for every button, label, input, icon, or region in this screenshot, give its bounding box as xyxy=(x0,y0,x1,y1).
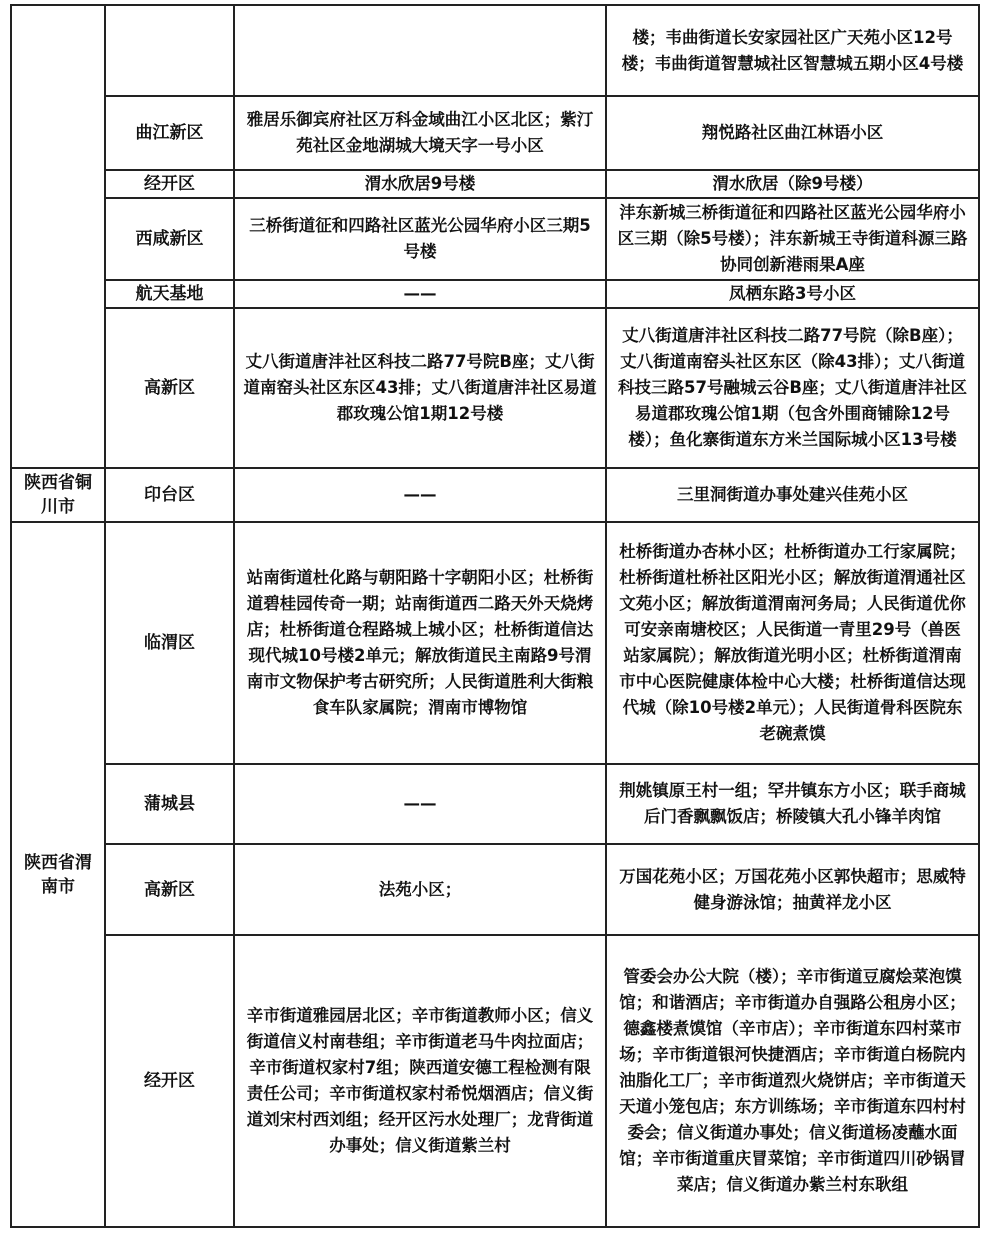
lowered-area-cell: 丈八街道唐沣社区科技二路77号院（除B座）；丈八街道南窑头社区东区（除43排）；丈八街道科技三路57号融城云谷B座；丈八街道唐沣社区易道郡玫瑰公馆1期（包含外围商铺除12号楼）；鱼化寨街道东方米兰国际城小区13号楼 xyxy=(606,308,979,468)
district-cell: 经开区 xyxy=(105,935,234,1227)
province-cell: 陕西省铜川市 xyxy=(11,468,105,522)
closed-area-cell: 雅居乐御宾府社区万科金域曲江小区北区；紫汀苑社区金地湖城大境天字一号小区 xyxy=(234,96,606,170)
table-row xyxy=(11,280,979,308)
province-cell xyxy=(11,5,105,468)
district-cell: 高新区 xyxy=(105,308,234,468)
district-cell: 经开区 xyxy=(105,170,234,198)
table-row xyxy=(11,308,979,468)
lowered-area-cell: 荆姚镇原王村一组；罕井镇东方小区；联手商城后门香飘飘饭店；桥陵镇大孔小锋羊肉馆 xyxy=(606,764,979,844)
closed-area-cell: 辛市街道雅园居北区；辛市街道教师小区；信义街道信义村南巷组；辛市街道老马牛肉拉面店；辛市街道权家村7组；陕西道安德工程检测有限责任公司；辛市街道权家村希悦烟酒店；信义街道刘宋村西刘组；经开区污水处理厂；龙背街道办事处；信义街道紫兰村 xyxy=(234,935,606,1227)
table-row xyxy=(11,844,979,935)
lowered-area-cell: 楼；韦曲街道长安家园社区广天苑小区12号楼；韦曲街道智慧城社区智慧城五期小区4号楼 xyxy=(606,5,979,96)
closed-area-cell xyxy=(234,5,606,96)
lowered-area-cell: 沣东新城三桥街道征和四路社区蓝光公园华府小区三期（除5号楼）；沣东新城王寺街道科源三路协同创新港雨果A座 xyxy=(606,198,979,280)
table-row xyxy=(11,170,979,198)
closed-area-cell: —— xyxy=(234,468,606,522)
table-row xyxy=(11,5,979,96)
district-cell: 临渭区 xyxy=(105,522,234,764)
risk-area-table xyxy=(10,4,980,1228)
table-row xyxy=(11,935,979,1227)
district-cell: 曲江新区 xyxy=(105,96,234,170)
table-row xyxy=(11,522,979,764)
lowered-area-cell: 杜桥街道办杏林小区；杜桥街道办工行家属院；杜桥街道杜桥社区阳光小区；解放街道渭通社区文苑小区；解放街道渭南河务局；人民街道优你可安亲南塘校区；人民街道一青里29号（兽医站家属院）；解放街道光明小区；杜桥街道渭南市中心医院健康体检中心大楼；杜桥街道信达现代城（除10号楼2单元）；人民街道骨科医院东老碗煮馍 xyxy=(606,522,979,764)
closed-area-cell: —— xyxy=(234,280,606,308)
closed-area-cell: —— xyxy=(234,764,606,844)
closed-area-cell: 站南街道杜化路与朝阳路十字朝阳小区；杜桥街道碧桂园传奇一期；站南街道西二路天外天烧烤店；杜桥街道仓程路城上城小区；杜桥街道信达现代城10号楼2单元；解放街道民主南路9号渭南市文物保护考古研究所；人民街道胜利大街粮食车队家属院；渭南市博物馆 xyxy=(234,522,606,764)
lowered-area-cell: 渭水欣居（除9号楼） xyxy=(606,170,979,198)
lowered-area-cell: 管委会办公大院（楼）；辛市街道豆腐烩菜泡馍馆；和谐酒店；辛市街道办自强路公租房小区；德鑫楼煮馍馆（辛市店）；辛市街道东四村菜市场；辛市街道银河快捷酒店；辛市街道白杨院内油脂化工厂；辛市街道烈火烧饼店；辛市街道天天道小笼包店；东方训练场；辛市街道东四村村委会；信义街道办事处；信义街道杨凌蘸水面馆；辛市街道重庆冒菜馆；辛市街道四川砂锅冒菜店；信义街道办紫兰村东耿组 xyxy=(606,935,979,1227)
table-row xyxy=(11,764,979,844)
district-cell: 航天基地 xyxy=(105,280,234,308)
district-cell xyxy=(105,5,234,96)
lowered-area-cell: 翔悦路社区曲江林语小区 xyxy=(606,96,979,170)
district-cell: 高新区 xyxy=(105,844,234,935)
table-row xyxy=(11,198,979,280)
closed-area-cell: 法苑小区； xyxy=(234,844,606,935)
lowered-area-cell: 三里洞街道办事处建兴佳苑小区 xyxy=(606,468,979,522)
closed-area-cell: 渭水欣居9号楼 xyxy=(234,170,606,198)
district-cell: 印台区 xyxy=(105,468,234,522)
table-row xyxy=(11,468,979,522)
province-cell: 陕西省渭南市 xyxy=(11,522,105,1227)
lowered-area-cell: 凤栖东路3号小区 xyxy=(606,280,979,308)
district-cell: 蒲城县 xyxy=(105,764,234,844)
table-row xyxy=(11,96,979,170)
closed-area-cell: 丈八街道唐沣社区科技二路77号院B座；丈八街道南窑头社区东区43排；丈八街道唐沣社区易道郡玫瑰公馆1期12号楼 xyxy=(234,308,606,468)
lowered-area-cell: 万国花苑小区；万国花苑小区郭快超市；思威特健身游泳馆；抽黄祥龙小区 xyxy=(606,844,979,935)
district-cell: 西咸新区 xyxy=(105,198,234,280)
closed-area-cell: 三桥街道征和四路社区蓝光公园华府小区三期5号楼 xyxy=(234,198,606,280)
